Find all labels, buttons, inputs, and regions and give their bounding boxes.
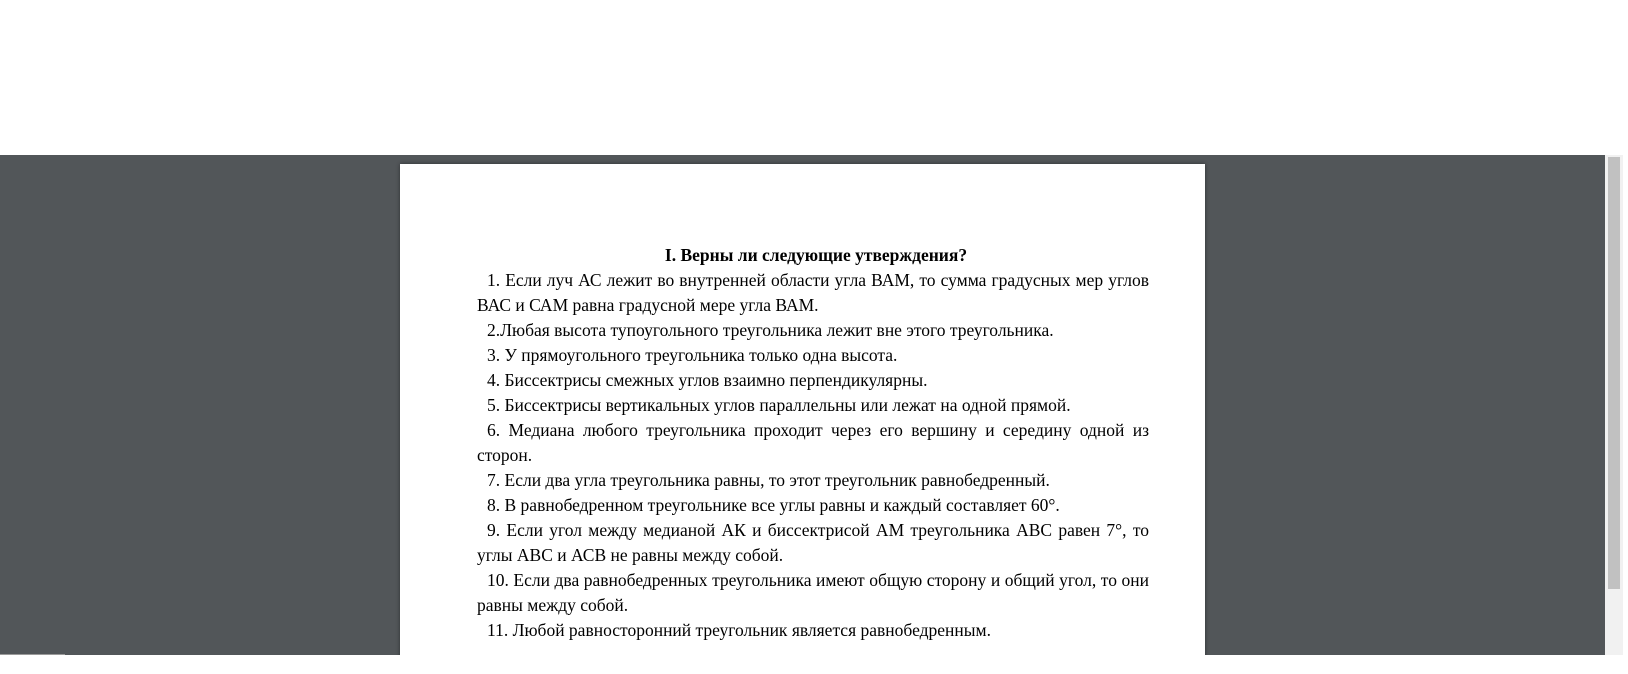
statement-3: 3. У прямоугольного треугольника только одна высота. bbox=[487, 345, 898, 365]
statement-1: 1. Если луч АС лежит во внутренней области угла ВАМ, то сумма градусных мер углов ВАС и САМ равна градусной мере угла ВАМ. bbox=[477, 270, 1149, 315]
statement-7: 7. Если два угла треугольника равны, то этот треугольник равнобедренный. bbox=[487, 470, 1050, 490]
vertical-scrollbar[interactable] bbox=[1605, 155, 1623, 655]
pdf-viewer[interactable] bbox=[0, 155, 1605, 655]
statement-11: 11. Любой равносторонний треугольник является равнобедренным. bbox=[487, 620, 991, 640]
page-content bbox=[477, 243, 1149, 643]
statement-2: 2.Любая высота тупоугольного треугольника лежит вне этого треугольника. bbox=[487, 320, 1054, 340]
statement-9: 9. Если угол между медианой АК и биссектрисой АМ треугольника АВС равен 7°, то углы АВС и АСВ не равны между собой. bbox=[477, 520, 1149, 565]
statement-4: 4. Биссектрисы смежных углов взаимно перпендикулярны. bbox=[487, 370, 928, 390]
statement-5: 5. Биссектрисы вертикальных углов параллельны или лежат на одной прямой. bbox=[487, 395, 1071, 415]
statement-10: 10. Если два равнобедренных треугольника имеют общую сторону и общий угол, то они равны между собой. bbox=[477, 570, 1149, 615]
bottom-divider bbox=[0, 654, 65, 655]
section-heading: I. Верны ли следующие утверждения? bbox=[664, 245, 968, 265]
document-page bbox=[400, 164, 1205, 655]
statement-8: 8. В равнобедренном треугольнике все углы равны и каждый составляет 60°. bbox=[487, 495, 1060, 515]
scrollbar-thumb[interactable] bbox=[1608, 157, 1620, 589]
statement-6: 6. Медиана любого треугольника проходит через его вершину и середину одной из сторон. bbox=[477, 420, 1149, 465]
